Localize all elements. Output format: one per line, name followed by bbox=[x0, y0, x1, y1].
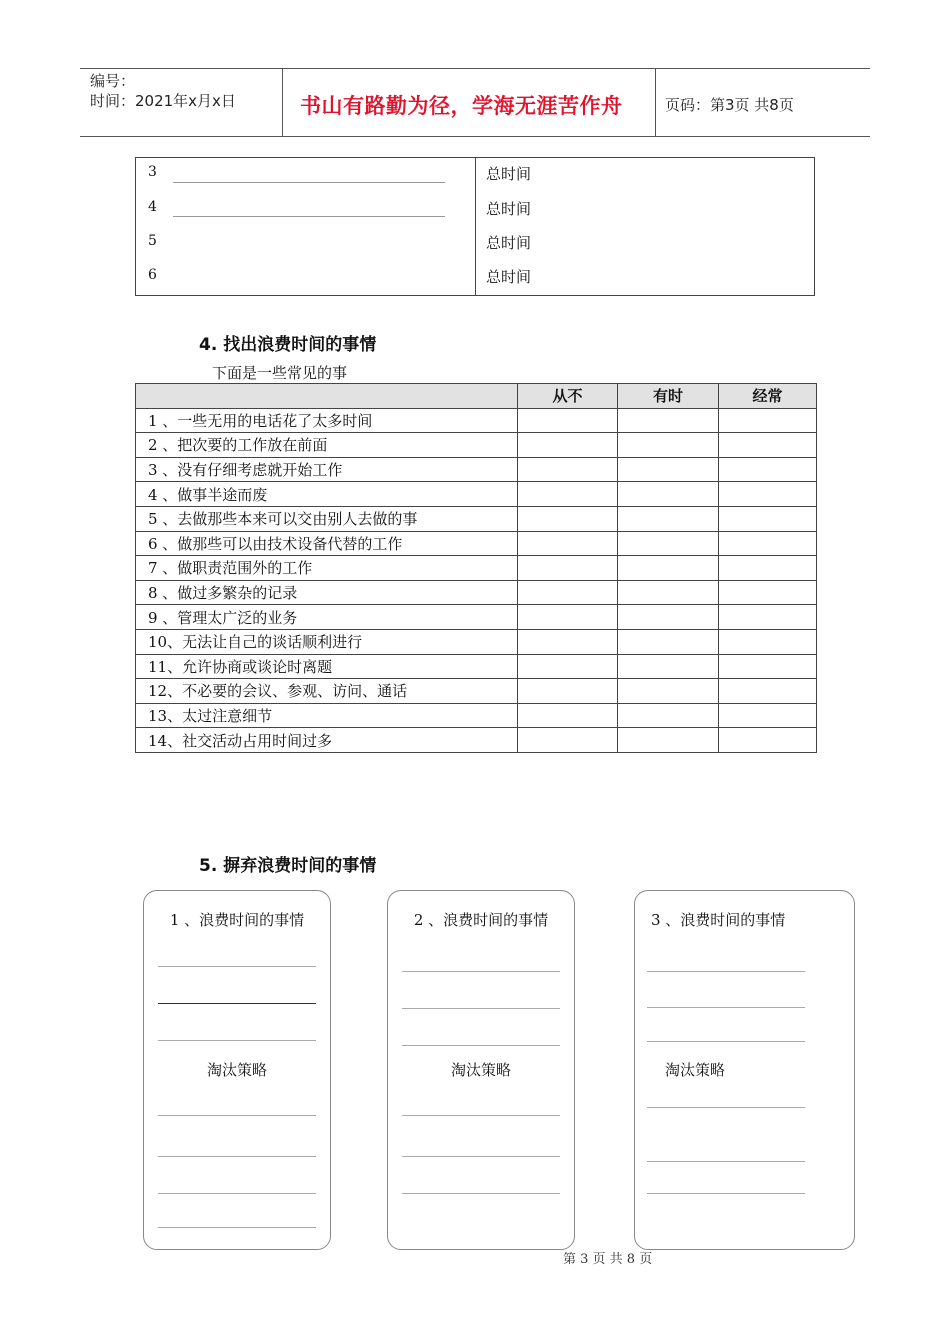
total-time-label: 总时间 bbox=[486, 165, 532, 183]
date-label: 时间：2021年x月x日 bbox=[90, 92, 236, 110]
waste-item-label: 3 、没有仔细考虑就开始工作 bbox=[136, 457, 518, 482]
waste-item-label: 12、不必要的会议、参观、访问、通话 bbox=[136, 679, 518, 704]
blank-entry-line[interactable] bbox=[158, 1040, 316, 1041]
waste-item-label: 8 、做过多繁杂的记录 bbox=[136, 580, 518, 605]
frequency-cell-never[interactable] bbox=[518, 506, 618, 531]
blank-entry-line[interactable] bbox=[402, 1115, 560, 1116]
column-header-item bbox=[136, 384, 518, 409]
card-strategy-label: 淘汰策略 bbox=[450, 1061, 511, 1079]
column-header-sometimes: 有时 bbox=[618, 384, 719, 409]
frequency-cell-sometimes[interactable] bbox=[618, 728, 719, 753]
frequency-cell-often[interactable] bbox=[719, 703, 817, 728]
row-number: 3 bbox=[148, 164, 157, 180]
blank-entry-line[interactable] bbox=[158, 1003, 316, 1004]
column-header-never: 从不 bbox=[518, 384, 618, 409]
row-number: 6 bbox=[148, 267, 157, 283]
frequency-cell-often[interactable] bbox=[719, 580, 817, 605]
header-divider bbox=[655, 68, 656, 136]
blank-entry-line[interactable] bbox=[158, 1227, 316, 1228]
table-row bbox=[136, 433, 817, 458]
waste-item-label: 13、太过注意细节 bbox=[136, 703, 518, 728]
total-time-label: 总时间 bbox=[486, 268, 532, 286]
blank-entry-line[interactable] bbox=[402, 1008, 560, 1009]
frequency-cell-often[interactable] bbox=[719, 654, 817, 679]
row-number: 4 bbox=[148, 199, 157, 215]
frequency-cell-sometimes[interactable] bbox=[618, 531, 719, 556]
table-divider bbox=[475, 158, 476, 295]
blank-entry-line[interactable] bbox=[158, 1193, 316, 1194]
frequency-cell-never[interactable] bbox=[518, 654, 618, 679]
blank-entry-line[interactable] bbox=[173, 182, 445, 183]
table-row bbox=[136, 531, 817, 556]
waste-item-label: 2 、把次要的工作放在前面 bbox=[136, 433, 518, 458]
section-4-title: 4. 找出浪费时间的事情 bbox=[199, 335, 377, 355]
frequency-cell-never[interactable] bbox=[518, 457, 618, 482]
page-indicator: 页码：第3页 共8页 bbox=[665, 96, 794, 114]
frequency-cell-never[interactable] bbox=[518, 703, 618, 728]
table-row bbox=[136, 482, 817, 507]
blank-entry-line[interactable] bbox=[647, 1007, 805, 1008]
table-header-row bbox=[136, 384, 817, 409]
card-strategy-label: 淘汰策略 bbox=[206, 1061, 267, 1079]
frequency-cell-often[interactable] bbox=[719, 457, 817, 482]
table-row bbox=[136, 408, 817, 433]
frequency-cell-sometimes[interactable] bbox=[618, 482, 719, 507]
frequency-cell-often[interactable] bbox=[719, 556, 817, 581]
header-divider bbox=[282, 68, 283, 136]
waste-item-label: 10、无法让自己的谈话顺利进行 bbox=[136, 629, 518, 654]
waste-item-label: 9 、管理太广泛的业务 bbox=[136, 605, 518, 630]
frequency-cell-never[interactable] bbox=[518, 433, 618, 458]
frequency-cell-often[interactable] bbox=[719, 433, 817, 458]
frequency-cell-never[interactable] bbox=[518, 580, 618, 605]
frequency-cell-never[interactable] bbox=[518, 482, 618, 507]
section-4-subtitle: 下面是一些常见的事 bbox=[212, 364, 348, 382]
waste-item-label: 6 、做那些可以由技术设备代替的工作 bbox=[136, 531, 518, 556]
blank-entry-line[interactable] bbox=[647, 1041, 805, 1042]
waste-item-label: 1 、一些无用的电话花了太多时间 bbox=[136, 408, 518, 433]
waste-item-label: 7 、做职责范围外的工作 bbox=[136, 556, 518, 581]
time-log-table bbox=[135, 157, 815, 296]
blank-entry-line[interactable] bbox=[402, 1045, 560, 1046]
serial-label: 编号： bbox=[90, 72, 136, 90]
frequency-cell-sometimes[interactable] bbox=[618, 605, 719, 630]
frequency-cell-sometimes[interactable] bbox=[618, 433, 719, 458]
waste-item-label: 11、允许协商或谈论时离题 bbox=[136, 654, 518, 679]
blank-entry-line[interactable] bbox=[402, 1193, 560, 1194]
table-row bbox=[136, 679, 817, 704]
blank-entry-line[interactable] bbox=[158, 966, 316, 967]
frequency-cell-often[interactable] bbox=[719, 629, 817, 654]
frequency-cell-sometimes[interactable] bbox=[618, 457, 719, 482]
blank-entry-line[interactable] bbox=[158, 1115, 316, 1116]
header-bottom-rule bbox=[80, 136, 870, 137]
waste-item-label: 14、社交活动占用时间过多 bbox=[136, 728, 518, 753]
waste-card-1 bbox=[143, 890, 331, 1250]
frequency-cell-sometimes[interactable] bbox=[618, 629, 719, 654]
blank-entry-line[interactable] bbox=[647, 1193, 805, 1194]
card-title: 2 、浪费时间的事情 bbox=[413, 911, 549, 929]
blank-entry-line[interactable] bbox=[402, 971, 560, 972]
frequency-cell-never[interactable] bbox=[518, 605, 618, 630]
blank-entry-line[interactable] bbox=[647, 1161, 805, 1162]
page-footer: 第 3 页 共 8 页 bbox=[563, 1252, 653, 1267]
table-row bbox=[136, 556, 817, 581]
time-waste-table bbox=[135, 383, 817, 753]
frequency-cell-sometimes[interactable] bbox=[618, 580, 719, 605]
column-header-often: 经常 bbox=[719, 384, 817, 409]
table-row bbox=[136, 703, 817, 728]
blank-entry-line[interactable] bbox=[647, 1107, 805, 1108]
frequency-cell-often[interactable] bbox=[719, 605, 817, 630]
table-row bbox=[136, 654, 817, 679]
card-strategy-label: 淘汰策略 bbox=[665, 1061, 726, 1079]
frequency-cell-often[interactable] bbox=[719, 408, 817, 433]
table-row bbox=[136, 629, 817, 654]
frequency-cell-sometimes[interactable] bbox=[618, 506, 719, 531]
blank-entry-line[interactable] bbox=[647, 971, 805, 972]
table-row bbox=[136, 728, 817, 753]
table-row bbox=[136, 580, 817, 605]
frequency-cell-sometimes[interactable] bbox=[618, 679, 719, 704]
frequency-cell-often[interactable] bbox=[719, 506, 817, 531]
waste-item-label: 5 、去做那些本来可以交由别人去做的事 bbox=[136, 506, 518, 531]
frequency-cell-sometimes[interactable] bbox=[618, 654, 719, 679]
frequency-cell-often[interactable] bbox=[719, 482, 817, 507]
frequency-cell-often[interactable] bbox=[719, 679, 817, 704]
frequency-cell-often[interactable] bbox=[719, 531, 817, 556]
header-top-rule bbox=[80, 68, 870, 69]
total-time-label: 总时间 bbox=[486, 234, 532, 252]
table-row bbox=[136, 605, 817, 630]
total-time-label: 总时间 bbox=[486, 200, 532, 218]
frequency-cell-often[interactable] bbox=[719, 728, 817, 753]
frequency-cell-sometimes[interactable] bbox=[618, 703, 719, 728]
row-number: 5 bbox=[148, 233, 157, 249]
frequency-cell-sometimes[interactable] bbox=[618, 408, 719, 433]
section-5-title: 5. 摒弃浪费时间的事情 bbox=[199, 856, 377, 876]
frequency-cell-never[interactable] bbox=[518, 728, 618, 753]
frequency-cell-never[interactable] bbox=[518, 679, 618, 704]
blank-entry-line[interactable] bbox=[402, 1156, 560, 1157]
waste-card-3 bbox=[634, 890, 855, 1250]
frequency-cell-never[interactable] bbox=[518, 531, 618, 556]
card-title: 1 、浪费时间的事情 bbox=[169, 911, 305, 929]
frequency-cell-never[interactable] bbox=[518, 556, 618, 581]
frequency-cell-never[interactable] bbox=[518, 629, 618, 654]
frequency-cell-never[interactable] bbox=[518, 408, 618, 433]
header-motto: 书山有路勤为径，学海无涯苦作舟 bbox=[300, 94, 623, 118]
blank-entry-line[interactable] bbox=[173, 216, 445, 217]
frequency-cell-sometimes[interactable] bbox=[618, 556, 719, 581]
blank-entry-line[interactable] bbox=[158, 1156, 316, 1157]
waste-card-2 bbox=[387, 890, 575, 1250]
card-title: 3 、浪费时间的事情 bbox=[651, 911, 786, 929]
table-row bbox=[136, 457, 817, 482]
table-row bbox=[136, 506, 817, 531]
waste-item-label: 4 、做事半途而废 bbox=[136, 482, 518, 507]
